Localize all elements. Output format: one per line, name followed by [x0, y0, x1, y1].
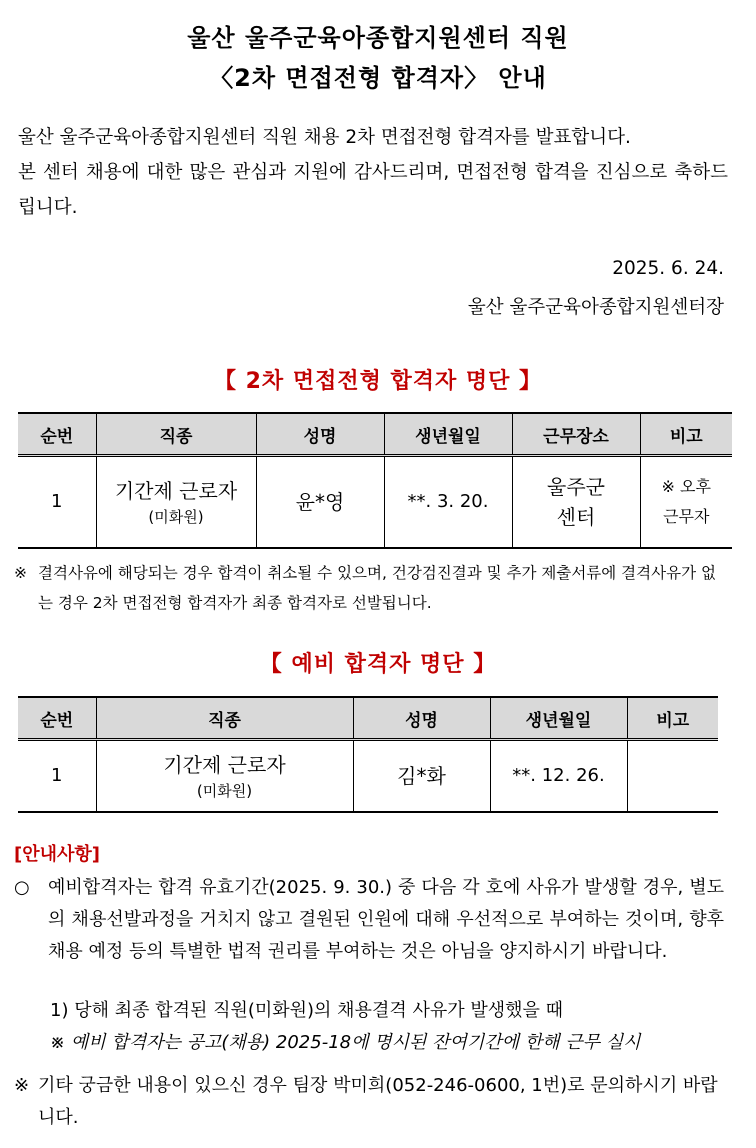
col-header-birth: 생년월일 [384, 413, 512, 456]
col-header-job: 직종 [96, 697, 353, 740]
cell-birth: **. 3. 20. [384, 456, 512, 549]
cell-name-text: 김*화 [397, 764, 446, 788]
cell-note-line1: ※ 오후 [661, 477, 711, 496]
cell-place-line1: 울주군 [547, 475, 605, 499]
intro-line1: 울산 울주군육아종합지원센터 직원 채용 2차 면접전형 합격자를 발표합니다. [18, 127, 631, 148]
guide-heading: [안내사항] [14, 844, 101, 865]
final-passers-table [18, 412, 732, 549]
cell-name [256, 456, 384, 549]
col-header-no: 순번 [18, 413, 96, 456]
col-header-note: 비고 [640, 413, 732, 456]
footnote-text: 결격사유에 해당되는 경우 합격이 취소될 수 있으며, 건강검진결과 및 추가 제출서류에 결격사유가 없는 경우 2차 면접전형 합격자가 최종 합격자로 선발됩니다. [38, 564, 716, 612]
cell-place-line2: 센터 [556, 505, 596, 529]
cell-note [640, 456, 732, 549]
cell-name [353, 740, 490, 813]
cell-job-sub: (미화원) [196, 782, 253, 800]
cell-no: 1 [18, 740, 96, 813]
cell-no: 1 [18, 456, 96, 549]
reference-mark-icon: ※ [14, 1075, 30, 1096]
document-title-line1: 울산 울주군육아종합지원센터 직원 [187, 24, 569, 52]
table-row [18, 740, 718, 813]
contact-text: 기타 궁금한 내용이 있으신 경우 팀장 박미희(052-246-0600, 1번)로 문의하시기 바랍니다. [38, 1075, 718, 1128]
cell-note [627, 740, 718, 813]
announcement-date: 2025. 6. 24. [612, 258, 724, 279]
cell-job [96, 740, 353, 813]
guide-italic-note: ※ 예비 합격자는 공고(채용) 2025-18에 명시된 잔여기간에 한해 근무 실시 [50, 1032, 641, 1053]
guide-paragraph [14, 872, 724, 968]
col-header-place: 근무장소 [512, 413, 640, 456]
contact-note [14, 1070, 726, 1134]
guide-sub-item-1: 1) 당해 최종 합격된 직원(미화원)의 채용결격 사유가 발생했을 때 [50, 1000, 563, 1021]
table-header-row [18, 413, 732, 456]
cell-birth: **. 12. 26. [490, 740, 627, 813]
section-title-reserve: 【 예비 합격자 명단 】 [259, 652, 497, 677]
col-header-birth: 생년월일 [490, 697, 627, 740]
cell-note-line2: 근무자 [663, 507, 710, 526]
col-header-name: 성명 [256, 413, 384, 456]
circle-bullet-icon: ○ [14, 877, 30, 898]
cell-job-main: 기간제 근로자 [163, 753, 286, 777]
intro-paragraph [18, 120, 728, 225]
guide-body: 예비합격자는 합격 유효기간(2025. 9. 30.) 중 다음 각 호에 사유가 발생할 경우, 별도의 채용선발과정을 거치지 않고 결원된 인원에 대해 우선적으로 부여하는 것이며, 향후 채용 예정 등의 특별한 법적 권리를 부여하는 것은 아님을 양지하시기 바랍니다. [48, 877, 724, 962]
col-header-job: 직종 [96, 413, 256, 456]
cell-place [512, 456, 640, 549]
disqualification-footnote [14, 558, 728, 618]
table-row [18, 456, 732, 549]
col-header-no: 순번 [18, 697, 96, 740]
reference-mark-icon: ※ [14, 564, 27, 582]
intro-line2: 본 센터 채용에 대한 많은 관심과 지원에 감사드리며, 면접전형 합격을 진심으로 축하드립니다. [18, 162, 728, 218]
col-header-note: 비고 [627, 697, 718, 740]
cell-job-main: 기간제 근로자 [114, 479, 238, 503]
col-header-name: 성명 [353, 697, 490, 740]
cell-name-text: 윤*영 [295, 490, 345, 514]
cell-job-sub: (미화원) [148, 508, 204, 526]
section-title-final: 【 2차 면접전형 합격자 명단 】 [213, 369, 543, 394]
cell-job [96, 456, 256, 549]
document-title-line2: 〈2차 면접전형 합격자〉 안내 [209, 64, 547, 92]
table-header-row [18, 697, 718, 740]
reserve-passers-table [18, 696, 718, 813]
issuing-organization: 울산 울주군육아종합지원센터장 [467, 297, 724, 318]
